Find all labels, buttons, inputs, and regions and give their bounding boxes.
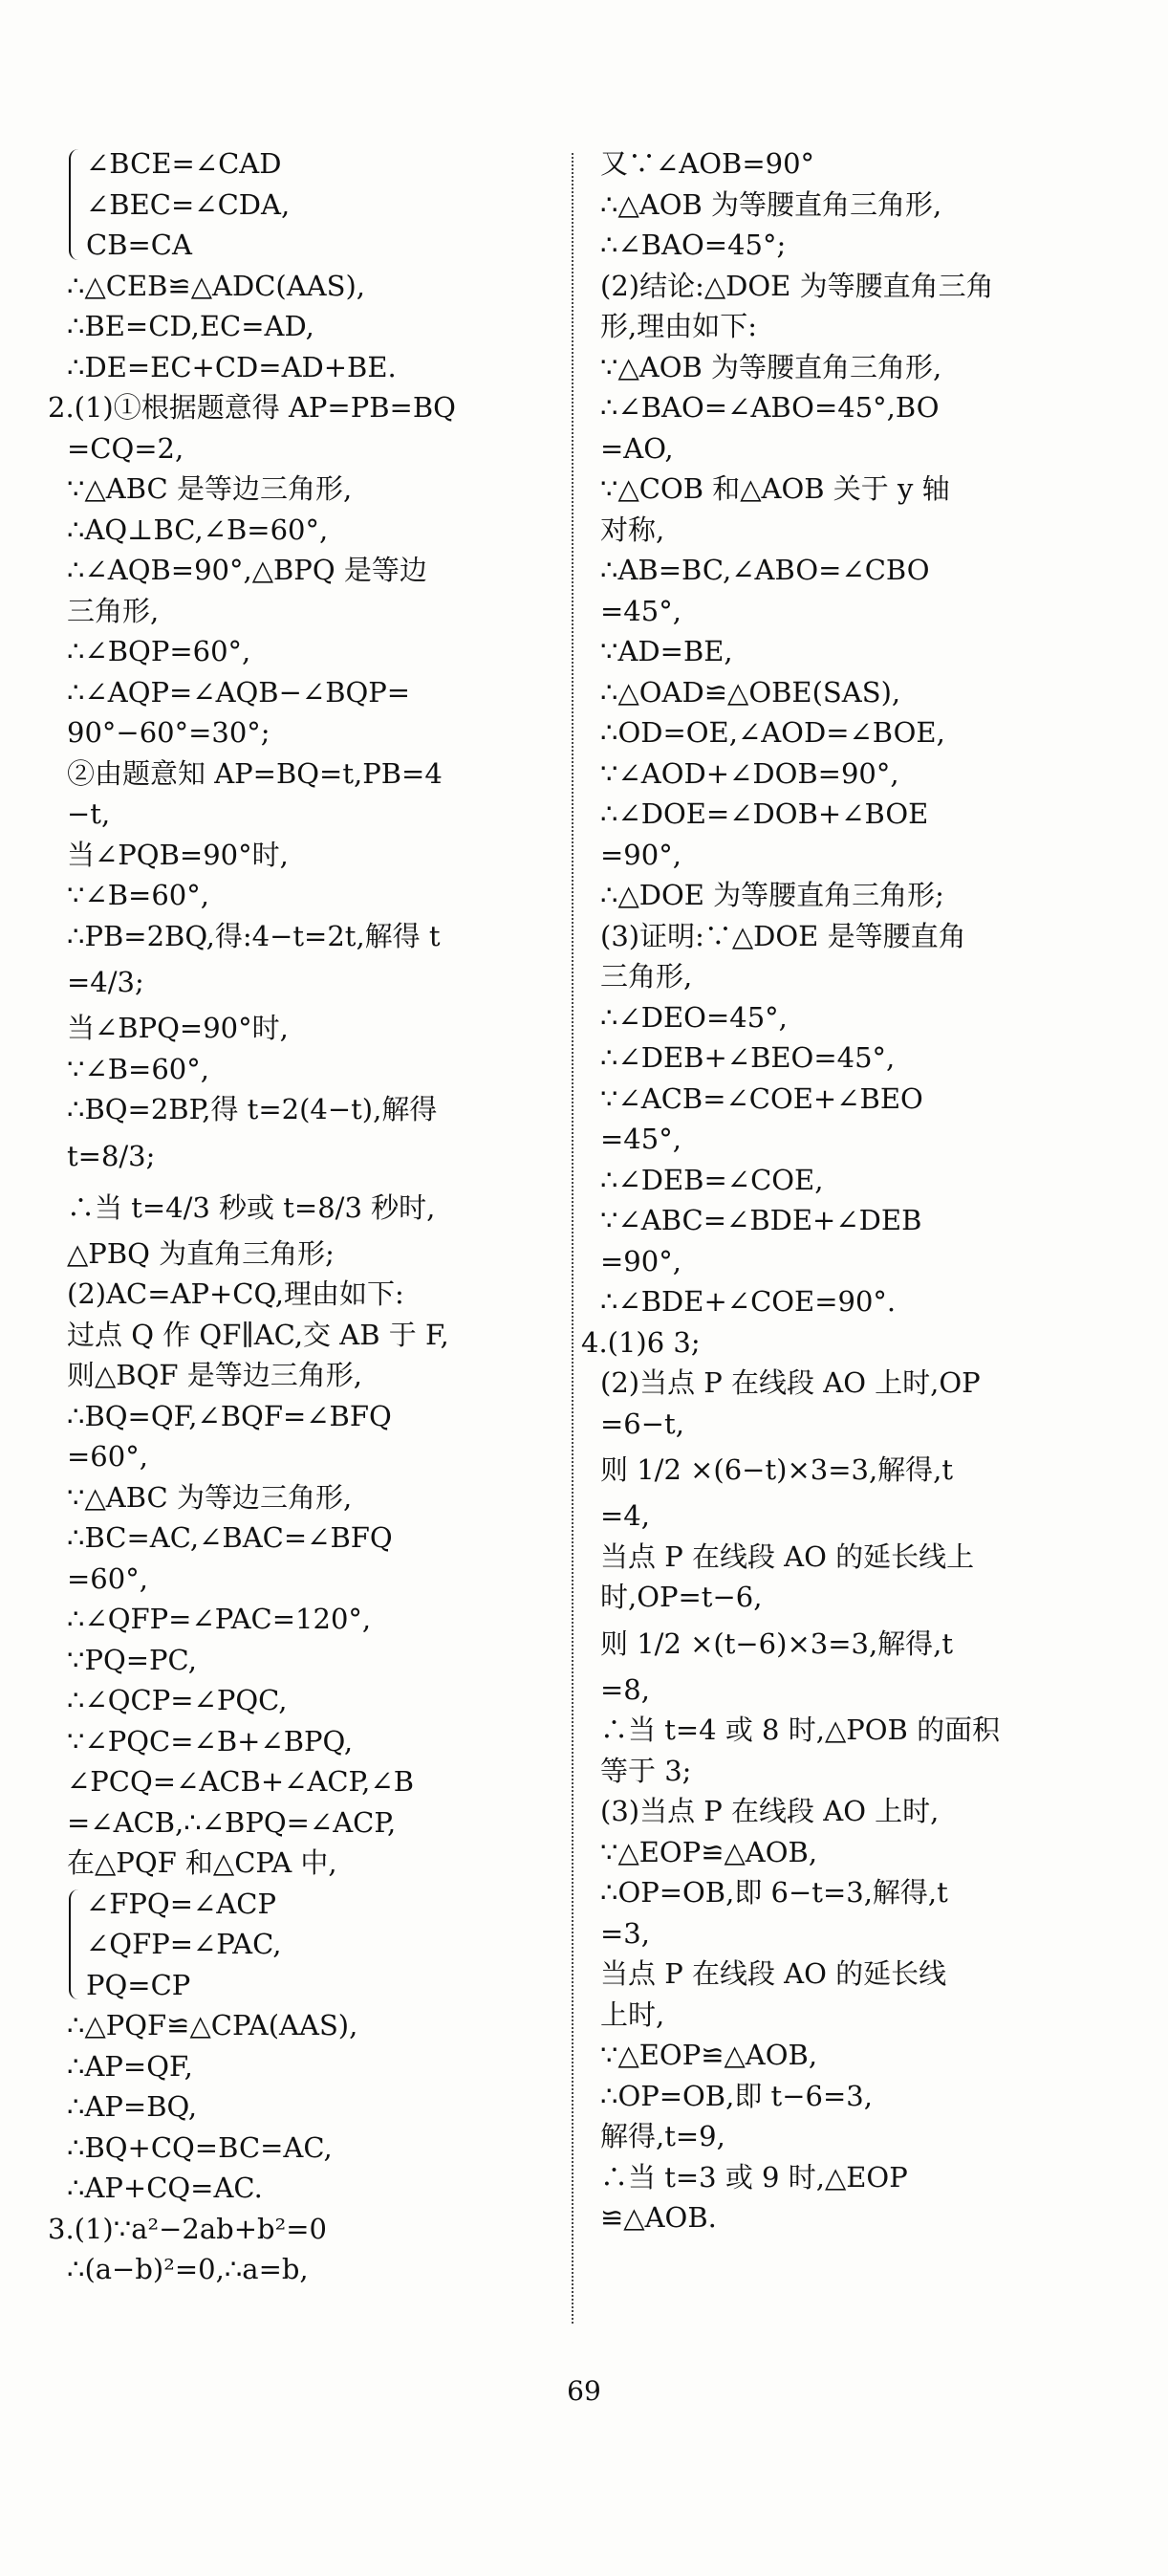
fraction-line: =4/3; <box>67 966 144 998</box>
text-line: 在△PQF 和△CPA 中, <box>67 1846 337 1879</box>
text-line: =90°, <box>600 1244 681 1277</box>
text-line: =45°, <box>600 594 681 627</box>
text-line: 三角形, <box>600 960 693 993</box>
text-line: ∵AD=BE, <box>600 635 733 667</box>
text-line: ∴(a−b)²=0,∴a=b, <box>67 2253 309 2285</box>
text-line: ∠BCE=∠CAD <box>86 147 282 180</box>
text-line: 过点 Q 作 QF∥AC,交 AB 于 F, <box>67 1318 449 1351</box>
text-line: ∴BQ=2BP,得 t=2(4−t),解得 <box>67 1093 438 1125</box>
text-line: ∴△PQF≌△CPA(AAS), <box>67 2009 358 2041</box>
text-line: ∴∠AQB=90°,△BPQ 是等边 <box>67 554 427 586</box>
text-line: ∴△AOB 为等腰直角三角形, <box>600 187 942 221</box>
text-line: ∴∠BAO=45°; <box>600 229 787 261</box>
text-line: =4, <box>600 1499 650 1532</box>
fraction-line: t=8/3; <box>67 1139 156 1172</box>
page-number: 69 <box>567 2375 601 2407</box>
text-line: ∵PQ=PC, <box>67 1643 197 1676</box>
text-line: =60°, <box>67 1440 148 1473</box>
text-line: ∴OP=OB,即 6−t=3,解得,t <box>600 1876 948 1909</box>
text-line: 时,OP=t−6, <box>600 1581 763 1613</box>
text-line: =∠ACB,∴∠BPQ=∠ACP, <box>67 1805 397 1839</box>
brace-icon <box>69 149 82 260</box>
text-line: ∴AP=QF, <box>67 2049 193 2083</box>
text-line: 等于 3; <box>600 1754 692 1787</box>
text-line: ∵∠AOD+∠DOB=90°, <box>600 756 899 790</box>
text-line: (2)AC=AP+CQ,理由如下: <box>67 1277 404 1310</box>
text-line: CB=CA <box>86 229 192 261</box>
text-line: (2)当点 P 在线段 AO 上时,OP <box>600 1366 981 1399</box>
text-line: 上时, <box>600 1997 665 2031</box>
text-line: =CQ=2, <box>67 431 184 465</box>
brace-group-2 <box>67 1884 535 2006</box>
text-line: =3, <box>600 1916 650 1950</box>
text-line: −t, <box>67 797 111 830</box>
text-line: ∴∠QCP=∠PQC, <box>67 1684 288 1716</box>
text-line: ∴∠DEO=45°, <box>600 1000 788 1034</box>
text-line: PQ=CP <box>86 1968 191 2001</box>
text-line: ∴∠AQP=∠AQB−∠BQP= <box>67 675 411 709</box>
text-line: 形,理由如下: <box>600 310 757 342</box>
text-line: ∵△ABC 是等边三角形, <box>67 472 353 505</box>
text-line: ∵∠PQC=∠B+∠BPQ, <box>67 1724 354 1757</box>
text-line: (2)结论:△DOE 为等腰直角三角 <box>600 269 994 302</box>
left-column <box>48 143 535 2290</box>
text-line: ∴OP=OB,即 t−6=3, <box>600 2079 873 2112</box>
text-line: 当∠BPQ=90°时, <box>67 1012 289 1044</box>
text-line: ∴∠BAO=∠ABO=45°,BO <box>600 391 940 424</box>
text-line: ∴BQ+CQ=BC=AC, <box>67 2130 333 2164</box>
text-line: (3)证明:∵△DOE 是等腰直角 <box>600 919 966 952</box>
text-line: 对称, <box>600 513 665 546</box>
text-line: ∴∠BDE+∠COE=90°. <box>600 1285 897 1318</box>
text-line: ∴∠BQP=60°, <box>67 635 251 667</box>
text-line: 又∵∠AOB=90° <box>600 147 815 180</box>
text-line: ∴AP+CQ=AC. <box>67 2172 263 2204</box>
text-line: 当∠PQB=90°时, <box>67 838 289 871</box>
text-line: △PBQ 为直角三角形; <box>67 1236 335 1270</box>
text-line: =6−t, <box>600 1407 684 1440</box>
question-heading: 4.(1)6 3; <box>581 1325 701 1359</box>
text-line: ②由题意知 AP=BQ=t,PB=4 <box>67 756 443 790</box>
text-line: ∠QFP=∠PAC, <box>86 1928 282 1960</box>
text-line: ∵△EOP≌△AOB, <box>600 1835 818 1868</box>
text-line: ∵∠B=60°, <box>67 879 209 911</box>
right-column <box>581 143 1069 2238</box>
text-line: ∠BEC=∠CDA, <box>86 187 291 221</box>
text-line: ∴AB=BC,∠ABO=∠CBO <box>600 554 930 586</box>
text-line: 当点 P 在线段 AO 的延长线 <box>600 1957 947 1990</box>
text-line: (3)当点 P 在线段 AO 上时, <box>600 1795 940 1827</box>
text-line: ∴AP=BQ, <box>67 2090 198 2123</box>
text-line: ∵∠B=60°, <box>67 1052 209 1085</box>
fraction-line: ∴当 t=4/3 秒或 t=8/3 秒时, <box>67 1190 436 1224</box>
text-line: ∵△EOP≌△AOB, <box>600 2039 818 2071</box>
text-line: ≌△AOB. <box>600 2201 717 2234</box>
text-line: ∴当 t=4 或 8 时,△POB 的面积 <box>600 1714 1001 1746</box>
text-line: ∠FPQ=∠ACP <box>86 1887 276 1920</box>
text-line: ∴PB=2BQ,得:4−t=2t,解得 t <box>67 919 441 952</box>
fraction-line: 则 1/2 ×(6−t)×3=3,解得,t <box>600 1453 954 1486</box>
text-line: ∠PCQ=∠ACB+∠ACP,∠B <box>67 1765 415 1798</box>
text-line: ∴△OAD≌△OBE(SAS), <box>600 675 901 709</box>
text-line: ∴△CEB≌△ADC(AAS), <box>67 269 366 302</box>
text-line: 三角形, <box>67 594 160 627</box>
text-line: ∴BE=CD,EC=AD, <box>67 310 314 342</box>
text-line: 解得,t=9, <box>600 2120 725 2152</box>
text-line: =45°, <box>600 1123 681 1155</box>
text-line: ∵∠ABC=∠BDE+∠DEB <box>600 1204 922 1236</box>
text-line: ∴BQ=QF,∠BQF=∠BFQ <box>67 1399 392 1432</box>
text-line: ∴△DOE 为等腰直角三角形; <box>600 879 944 911</box>
text-line: 当点 P 在线段 AO 的延长线上 <box>600 1539 975 1573</box>
text-line: ∵△ABC 为等边三角形, <box>67 1480 353 1514</box>
text-line: =AO, <box>600 431 674 465</box>
text-line: 90°−60°=30°; <box>67 716 270 749</box>
text-line: 则△BQF 是等边三角形, <box>67 1359 362 1391</box>
text-line: =60°, <box>67 1561 148 1595</box>
text-line: ∴DE=EC+CD=AD+BE. <box>67 350 397 383</box>
text-line: =8, <box>600 1672 650 1706</box>
text-line: ∴OD=OE,∠AOD=∠BOE, <box>600 716 945 749</box>
column-divider <box>572 153 573 2324</box>
fraction-line: 则 1/2 ×(t−6)×3=3,解得,t <box>600 1626 954 1660</box>
text-line: ∴∠DOE=∠DOB+∠BOE <box>600 797 929 830</box>
text-line: ∴AQ⊥BC,∠B=60°, <box>67 513 329 546</box>
text-line: ∴∠QFP=∠PAC=120°, <box>67 1603 372 1635</box>
text-line: =90°, <box>600 838 681 871</box>
brace-group-1 <box>67 143 535 266</box>
question-heading: 2.(1)①根据题意得 AP=PB=BQ <box>48 391 456 424</box>
text-line: ∴∠DEB=∠COE, <box>600 1163 824 1196</box>
question-heading: 3.(1)∵a²−2ab+b²=0 <box>48 2212 327 2245</box>
brace-icon <box>69 1889 82 2000</box>
text-line: ∴BC=AC,∠BAC=∠BFQ <box>67 1521 393 1554</box>
text-line: ∴∠DEB+∠BEO=45°, <box>600 1041 896 1074</box>
text-line: ∵△COB 和△AOB 关于 y 轴 <box>600 472 950 505</box>
text-line: ∵∠ACB=∠COE+∠BEO <box>600 1081 923 1115</box>
text-line: ∴当 t=3 或 9 时,△EOP <box>600 2160 908 2194</box>
text-line: ∵△AOB 为等腰直角三角形, <box>600 350 942 383</box>
